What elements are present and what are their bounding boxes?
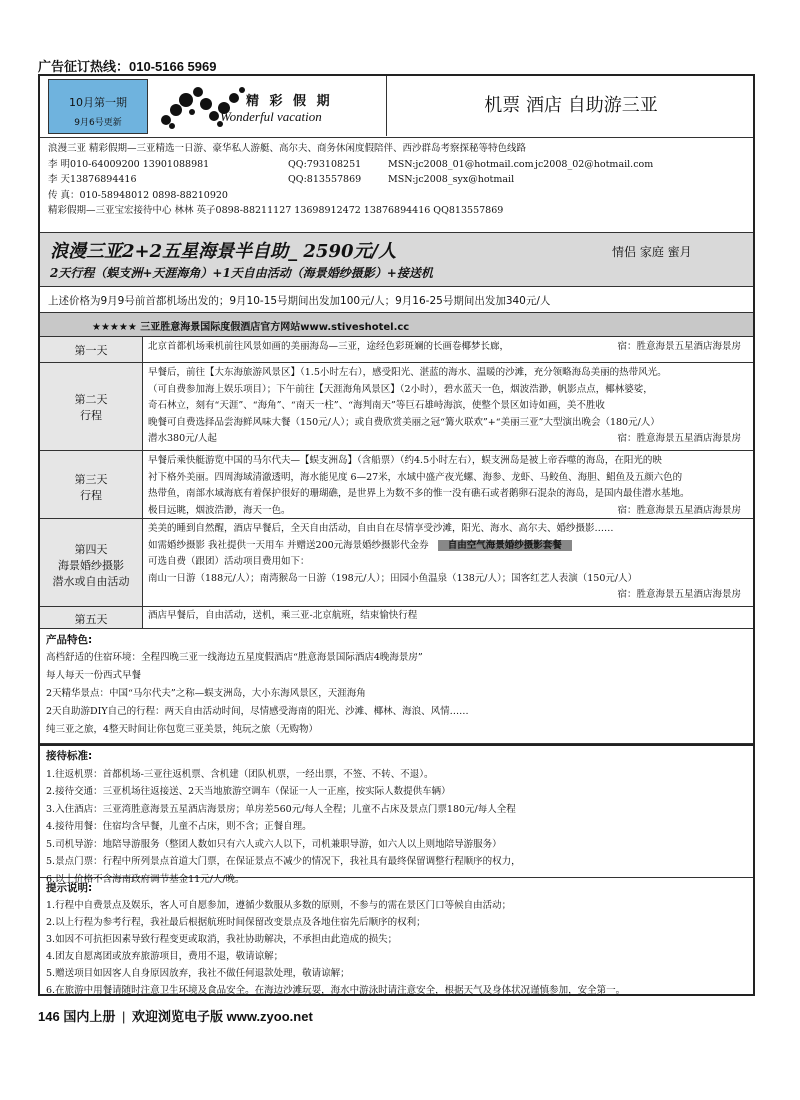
day-line: 早餐后乘快艇游览中国的马尔代夫—【蜈支洲岛】（含船票）（约4.5小时左右），蜈支洲岛是被上帝吞噬的海岛，在阳光的映	[148, 455, 662, 466]
issue-box	[48, 79, 148, 134]
contact-msn-2: jc2008_02@hotmail.com	[535, 158, 654, 170]
update-date: 9月6号更新	[74, 118, 122, 128]
product-subtitle: 2天行程（蜈支洲+天涯海角）+1天自由活动（海景婚纱摄影）+接送机	[50, 266, 433, 280]
feature-item: 2天自助游DIY自己的行程：两天自由活动时间，尽情感受海南的阳光、沙滩、椰林、海浪、风情……	[46, 706, 469, 717]
contact-qq-1: QQ:793108251	[288, 158, 362, 170]
logo-en: Wonderful vacation	[220, 109, 322, 124]
day-4	[40, 519, 753, 607]
day-label	[40, 363, 143, 450]
day-label	[40, 451, 143, 518]
footer-separator: |	[121, 1009, 126, 1024]
day-label-title: 第三天	[74, 473, 108, 486]
note-item: 3.如因不可抗拒因素导致行程变更或取消，我社协助解决，不承担由此造成的损失；	[46, 934, 398, 945]
day-line	[148, 587, 749, 604]
day-hotel: 宿：胜意海景五星酒店海景房	[617, 433, 741, 444]
day-label: 第五天	[40, 607, 143, 628]
note-item: 5.赠送项目如因客人自身原因放弃，我社不做任何退款处理，敬请谅解；	[46, 968, 350, 979]
day-text	[148, 521, 749, 604]
product-features	[40, 629, 753, 744]
standard-item: 2.接待交通：三亚机场往返接送、2天当地旅游空调车（保证一人一正座，按实际人数提供车辆）	[46, 786, 451, 797]
features-heading: 产品特色:	[46, 634, 93, 646]
day-line: 热带鱼，南部水域海底有着保护很好的珊瑚礁，是世界上为数不多的惟一没有礁石或者鹅卵石混杂的海岛，是国内最佳潜水基地。	[148, 488, 690, 499]
standard-item: 5.司机导游：地陪导游服务（整团人数如只有六人或六人以下，司机兼职导游，如六人以上则地陪导游服务）	[46, 838, 502, 850]
standards-heading: 接待标准:	[46, 750, 93, 762]
day-line: 晚餐可自费选择品尝海鲜风味大餐（150元/人）；或自费欣赏美丽之冠“篝火联欢”+“美丽三亚”大型演出晚会（180元/人）	[148, 416, 660, 428]
header-title: 机票 酒店 自助游三亚	[386, 76, 755, 136]
note-item: 4.团友自愿离团或放弃旅游项目，费用不退，敬请谅解；	[46, 951, 284, 962]
product-tags: 情侣 家庭 蜜月	[612, 245, 692, 259]
day-line: 宿：胜意海景五星酒店海景房 极目远眺，烟波浩渺，海天一色。	[148, 503, 749, 520]
standard-item: 3.入住酒店：三亚湾胜意海景五星酒店海景房；单房差560元/每人全程；儿童不占床及景点门票180元/每人全程	[46, 803, 516, 815]
day-hotel: 宿：胜意海景五星酒店海景房	[617, 504, 741, 516]
day-text	[148, 339, 749, 356]
notes-heading: 提示说明:	[46, 882, 93, 894]
day-label-title: 第二天	[74, 393, 108, 406]
day-label-sub: 行程	[80, 489, 102, 502]
day-3	[40, 451, 753, 519]
notes	[40, 878, 753, 996]
feature-item: 纯三亚之旅，4整天时间让你包览三亚美景，纯玩之旅（无购物）	[46, 724, 319, 735]
note-item: 6.在旅游中用餐请随时注意卫生环境及食品安全。在海边沙滩玩耍，海水中游泳时请注意安全，根据天气及身体状况谨慎参加，安全第一。	[46, 985, 626, 996]
day-line: 可选自费（跟团）活动项目费用如下：	[148, 556, 310, 567]
note-item: 1.行程中自费景点及娱乐，客人可自愿参加，遵循少数服从多数的原则，不参与的需在景区门口等候自由活动；	[46, 900, 512, 911]
product-banner	[40, 233, 753, 287]
page-footer	[38, 1006, 313, 1025]
day-text	[148, 453, 749, 519]
logo-cn: 精 彩 假 期	[246, 94, 333, 109]
price-note: 上述价格为9月9号前首都机场出发的；9月10-15号期间出发加100元/人；9月16-25号期间出发加340元/人	[40, 287, 753, 313]
feature-item: 高档舒适的住宿环境：全程四晚三亚一线海边五星度假酒店“胜意海景国际酒店4晚海景房”	[46, 652, 423, 663]
day-line: （可自费参加海上娱乐项目）；下午前往【天涯海角风景区】（2小时），碧水蓝天一色，烟波浩渺，帆影点点，椰林婆娑，	[148, 383, 653, 395]
day-label: 第一天	[40, 337, 143, 362]
day-line: 衬下格外美丽。四周海域清澈透明，海水能见度 6—27米，水域中盛产夜光螺、海参、龙虾、马鲛鱼、海胆、鲳鱼及五颜六色的	[148, 471, 683, 483]
reception-standards	[40, 746, 753, 885]
feature-item: 每人每天一份西式早餐	[46, 670, 142, 681]
contact-msn-1: MSN:jc2008_01@hotmail.com	[388, 158, 534, 170]
hotel-website: ★★★★★ 三亚胜意海景国际度假酒店官方网站www.stiveshotel.cc	[40, 313, 753, 337]
contact-li-tian: 李 天13876894416	[48, 174, 137, 186]
contact-li-ming: 李 明010-64009200 13901088981	[48, 158, 210, 170]
feature-item: 2天精华景点：中国“马尔代夫”之称—蜈支洲岛，大小东海风景区，天涯海角	[46, 688, 366, 699]
day-line: 早餐后，前往【大东海旅游风景区】（1.5小时左右），感受阳光、湛蓝的海水、温暖的沙滩，充分领略海岛美丽的热带风光。	[148, 367, 667, 378]
day-2	[40, 363, 753, 451]
day-label	[40, 519, 143, 606]
contact-msn-3: MSN:jc2008_syx@hotmail	[388, 174, 515, 186]
day-label-title: 第四天	[74, 543, 108, 556]
standard-item: 5.景点门票：行程中所列景点首道大门票，在保证景点不减少的情况下，我社具有最终保留调整行程顺序的权力，	[46, 856, 521, 867]
day-1	[40, 337, 753, 363]
contacts-intro: 浪漫三亚 精彩假期—三亚精选一日游、豪华私人游艇、高尔夫、商务休闲度假陪伴、西沙群岛考察探秘等特色线路	[48, 143, 527, 154]
day-line: 北京首都机场乘机前往风景如画的美丽海岛—三亚，途经色彩斑斓的长画卷椰梦长廊，	[148, 341, 510, 352]
day-label-sub: 海景婚纱摄影	[58, 559, 124, 572]
footer-section: 国内上册	[63, 1009, 116, 1024]
product-title: 浪漫三亚2+2五星海景半自助_ 2590元/人	[50, 241, 397, 262]
day-line: 酒店早餐后，自由活动，送机，乘三亚-北京航班，结束愉快行程	[148, 610, 418, 621]
wedding-photo-tag: 自由空气海景婚纱摄影套餐	[438, 540, 572, 551]
day-text	[148, 365, 749, 448]
contact-center: 精彩假期—三亚宝宏接待中心 林林 英子0898-88211127 13698912472 13876894416 QQ813557869	[48, 205, 504, 217]
day-hotel: 宿：胜意海景五星酒店海景房	[617, 589, 741, 600]
contacts	[40, 138, 753, 233]
day-line: 如需婚纱摄影 我社提供一天用车 并赠送200元海景婚纱摄影代金券 自由空气海景婚纱摄影套餐	[148, 538, 749, 555]
footer-website[interactable]: 欢迎浏览电子版 www.zyoo.net	[131, 1009, 313, 1024]
header	[40, 76, 753, 138]
day-line: 宿：胜意海景五星酒店海景房 潜水380元/人起	[148, 431, 749, 448]
issue-number: 10月第一期	[69, 96, 127, 109]
day-label-sub2: 潜水或自由活动	[52, 575, 130, 588]
main-frame	[38, 74, 755, 746]
day-5	[40, 607, 753, 629]
day-line: 南山一日游（188元/人）；南湾猴岛一日游（198元/人）；田园小鱼温泉（138元/人）；国客红艺人表演（150元/人）	[148, 572, 638, 584]
contact-qq-2: QQ:813557869	[288, 174, 362, 186]
note-item: 2.以上行程为参考行程，我社最后根据航班时间保留改变景点及各地住宿先后顺序的权利；	[46, 917, 426, 928]
ad-hotline: 广告征订热线：010-5166 5969	[38, 59, 217, 74]
day-line: 奇石林立，刻有“天涯”、“海角”、“南天一柱”、“海判南天”等巨石雄峙海滨，使整个景区如诗如画，美不胜收	[148, 400, 605, 411]
day-label-sub: 行程	[80, 409, 102, 422]
standard-item: 4.接待用餐：住宿均含早餐，儿童不占床，则不含；正餐自理。	[46, 821, 312, 832]
day-line: 美美的睡到自然醒，酒店早餐后，全天自由活动，自由自在尽情享受沙滩，阳光、海水、高尔夫、婚纱摄影……	[148, 523, 614, 534]
lower-frame	[38, 746, 755, 996]
standard-item: 1.往返机票：首都机场-三亚往返机票、含机建（团队机票，一经出票，不签、不转、不退）。	[46, 768, 434, 780]
standard-item: 6.以上价格不含海南政府调节基金11元/人/晚。	[46, 873, 245, 885]
page-number: 146	[38, 1009, 60, 1024]
day-hotel: 宿：胜意海景五星酒店海景房	[617, 341, 741, 352]
contact-fax: 传 真：010-58948012 0898-88210920	[48, 189, 228, 201]
